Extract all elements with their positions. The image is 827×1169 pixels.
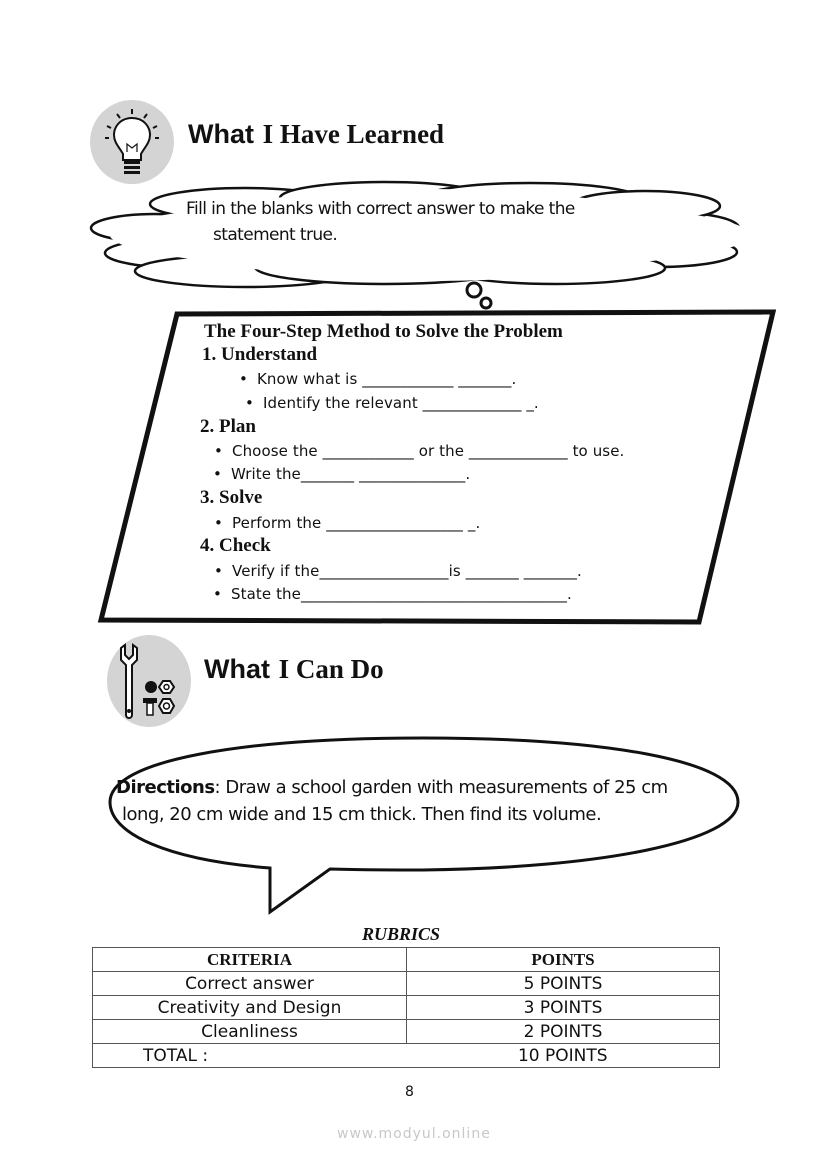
step-check-bullet-1: • Verify if the_________________is _______ _______. [214, 562, 582, 580]
method-title: The Four-Step Method to Solve the Problem [204, 321, 563, 342]
instruction-line1: Fill in the blanks with correct answer to make the [186, 199, 575, 219]
total-label: TOTAL : [93, 1044, 407, 1068]
rubrics-table [92, 947, 720, 1068]
step-understand-bullet-1: • Know what is ____________ _______. [239, 370, 517, 388]
criteria-cell: Creativity and Design [93, 996, 407, 1020]
step-plan-bullet-2: • Write the_______ ______________. [213, 465, 471, 483]
table-row [93, 972, 720, 996]
bullet-dot: • [214, 514, 223, 532]
total-row [93, 1044, 720, 1068]
step-check-bullet-2: • State the___________________________________. [213, 585, 572, 603]
learned-heading-rest: I Have Learned [262, 119, 445, 149]
can-do-heading-rest: I Can Do [278, 654, 384, 684]
page-number: 8 [405, 1084, 414, 1100]
can-do-heading-what: What [204, 654, 270, 684]
criteria-cell: Correct answer [93, 972, 407, 996]
directions-text: : Draw a school garden with measurements of 25 cm [214, 777, 668, 798]
instruction-line2: statement true. [213, 225, 338, 245]
criteria-cell: Cleanliness [93, 1020, 407, 1044]
step-plan: 2. Plan [200, 416, 256, 437]
criteria-header: CRITERIA [93, 948, 407, 972]
table-row [93, 1020, 720, 1044]
tools-icon-badge [107, 635, 191, 727]
points-cell: 5 POINTS [407, 972, 720, 996]
can-do-heading [204, 654, 384, 685]
bullet-dot: • [214, 562, 223, 580]
bullet-dot: • [214, 442, 223, 460]
directions-line1 [116, 777, 668, 798]
bullet-dot: • [245, 394, 254, 412]
rubrics-title: RUBRICS [362, 924, 441, 944]
bullet-dot: • [213, 465, 222, 483]
step-understand: 1. Understand [202, 344, 318, 365]
step-solve-bullet-1: • Perform the __________________ _. [214, 514, 481, 532]
step-plan-bullet-1: • Choose the ____________ or the _____________ to use. [214, 442, 625, 460]
directions-bubble [98, 730, 748, 920]
points-header: POINTS [407, 948, 720, 972]
lightbulb-icon [90, 100, 174, 184]
table-row [93, 996, 720, 1020]
points-cell: 3 POINTS [407, 996, 720, 1020]
lightbulb-icon-badge [90, 100, 174, 184]
step-check: 4. Check [200, 535, 271, 556]
bullet-dot: • [239, 370, 248, 388]
directions-line2: long, 20 cm wide and 15 cm thick. Then find its volume. [122, 804, 602, 825]
rubrics-header-row [93, 948, 720, 972]
learned-heading-what: What [188, 119, 254, 149]
instruction-text [186, 196, 656, 248]
step-understand-bullet-2: • Identify the relevant _____________ _. [245, 394, 539, 412]
watermark: www.modyul.online [337, 1126, 491, 1142]
total-points: 10 POINTS [407, 1044, 720, 1068]
tools-icon [107, 635, 191, 727]
bullet-dot: • [213, 585, 222, 603]
learned-heading [188, 119, 444, 150]
directions-label: Directions [116, 777, 215, 798]
points-cell: 2 POINTS [407, 1020, 720, 1044]
step-solve: 3. Solve [200, 487, 263, 508]
